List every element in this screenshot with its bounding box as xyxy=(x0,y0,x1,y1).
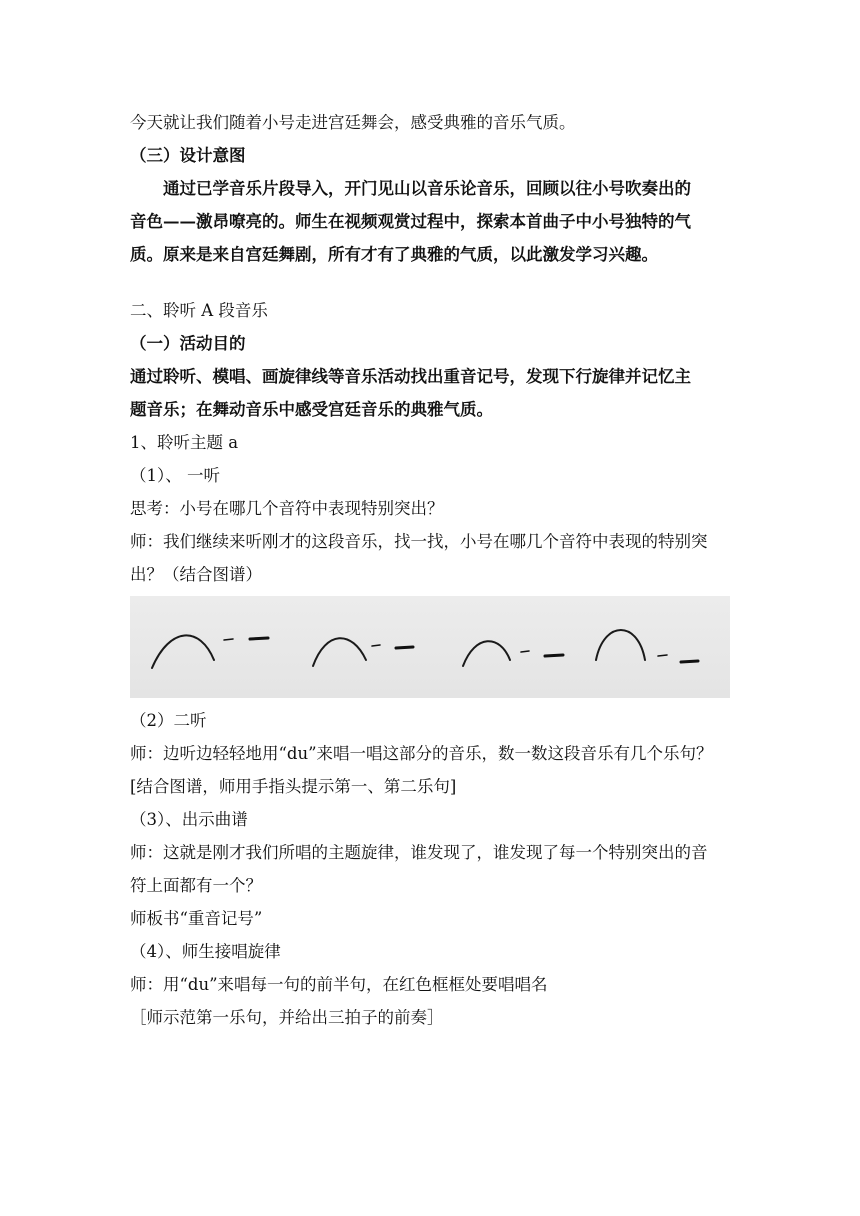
bracket-note-2: ［师示范第一乐句，并给出三拍子的前奏］ xyxy=(130,1008,444,1027)
dash-long-2 xyxy=(396,647,413,648)
teacher-text-4: 师：用“du”来唱每一句的前半句，在红色框框处要唱唱名 xyxy=(130,975,548,994)
teacher-text-3: 师：这就是刚才我们所唱的主题旋律，谁发现了，谁发现了每一个特别突出的音 xyxy=(130,843,708,862)
arc-3 xyxy=(463,641,510,666)
teacher-text-3-cont: 符上面都有一个？ xyxy=(130,876,262,895)
design-intent-text-2: 音色——激昂嘹亮的。师生在视频观赏过程中，探索本首曲子中小号独特的气 xyxy=(130,212,691,231)
dash-long-4 xyxy=(681,661,698,662)
think-question: 思考：小号在哪几个音符中表现特别突出？ xyxy=(130,499,444,518)
dash-long-3 xyxy=(545,655,563,656)
step-first-listen: （1）、 一听 xyxy=(130,466,220,485)
design-intent-text-1: 通过已学音乐片段导入，开门见山以音乐论音乐，回顾以往小号吹奏出的 xyxy=(163,179,691,198)
arc-2 xyxy=(313,638,366,666)
paragraph-intro: 今天就让我们随着小号走进宫廷舞会，感受典雅的音乐气质。 xyxy=(130,113,576,132)
teacher-text-1-cont: 出？（结合图谱） xyxy=(130,565,262,584)
step-relay-singing: （4）、师生接唱旋律 xyxy=(130,942,281,961)
melody-graphic-score-image xyxy=(130,596,730,698)
teacher-text-2: 师：边听边轻轻地用“du”来唱一唱这部分的音乐，数一数这段音乐有几个乐句？ xyxy=(130,744,713,763)
design-intent-text-3: 质。原来是来自宫廷舞剧，所有才有了典雅的气质，以此激发学习兴趣。 xyxy=(130,245,658,264)
activity-goal-text-1: 通过聆听、模唱、画旋律线等音乐活动找出重音记号，发现下行旋律并记忆主 xyxy=(130,367,691,386)
section-heading-design-intent: （三）设计意图 xyxy=(130,146,246,165)
step-listen-theme-a: 1、聆听主题 a xyxy=(130,433,239,452)
teacher-board-note: 师板书“重音记号” xyxy=(130,909,263,928)
spacer xyxy=(130,271,730,294)
dash-short-2 xyxy=(372,645,380,646)
dash-short-1 xyxy=(224,639,233,640)
dash-short-4 xyxy=(658,655,667,656)
dash-short-3 xyxy=(521,651,529,652)
document-page xyxy=(130,106,730,1034)
activity-goal-text-2: 题音乐；在舞动音乐中感受宫廷音乐的典雅气质。 xyxy=(130,400,493,419)
step-second-listen: （2）二听 xyxy=(130,711,207,730)
melody-arcs-drawing xyxy=(130,596,730,698)
teacher-text-1: 师：我们继续来听刚才的这段音乐，找一找，小号在哪几个音符中表现的特别突 xyxy=(130,532,708,551)
dash-long-1 xyxy=(250,638,268,639)
arc-4 xyxy=(596,630,645,660)
arc-1 xyxy=(152,635,214,668)
subheading-activity-goal: （一）活动目的 xyxy=(130,334,246,353)
bracket-note-1: [结合图谱，师用手指头提示第一、第二乐句] xyxy=(130,777,457,796)
step-show-score: （3）、出示曲谱 xyxy=(130,810,248,829)
section-heading-listen-a: 二、聆听 A 段音乐 xyxy=(130,301,268,320)
